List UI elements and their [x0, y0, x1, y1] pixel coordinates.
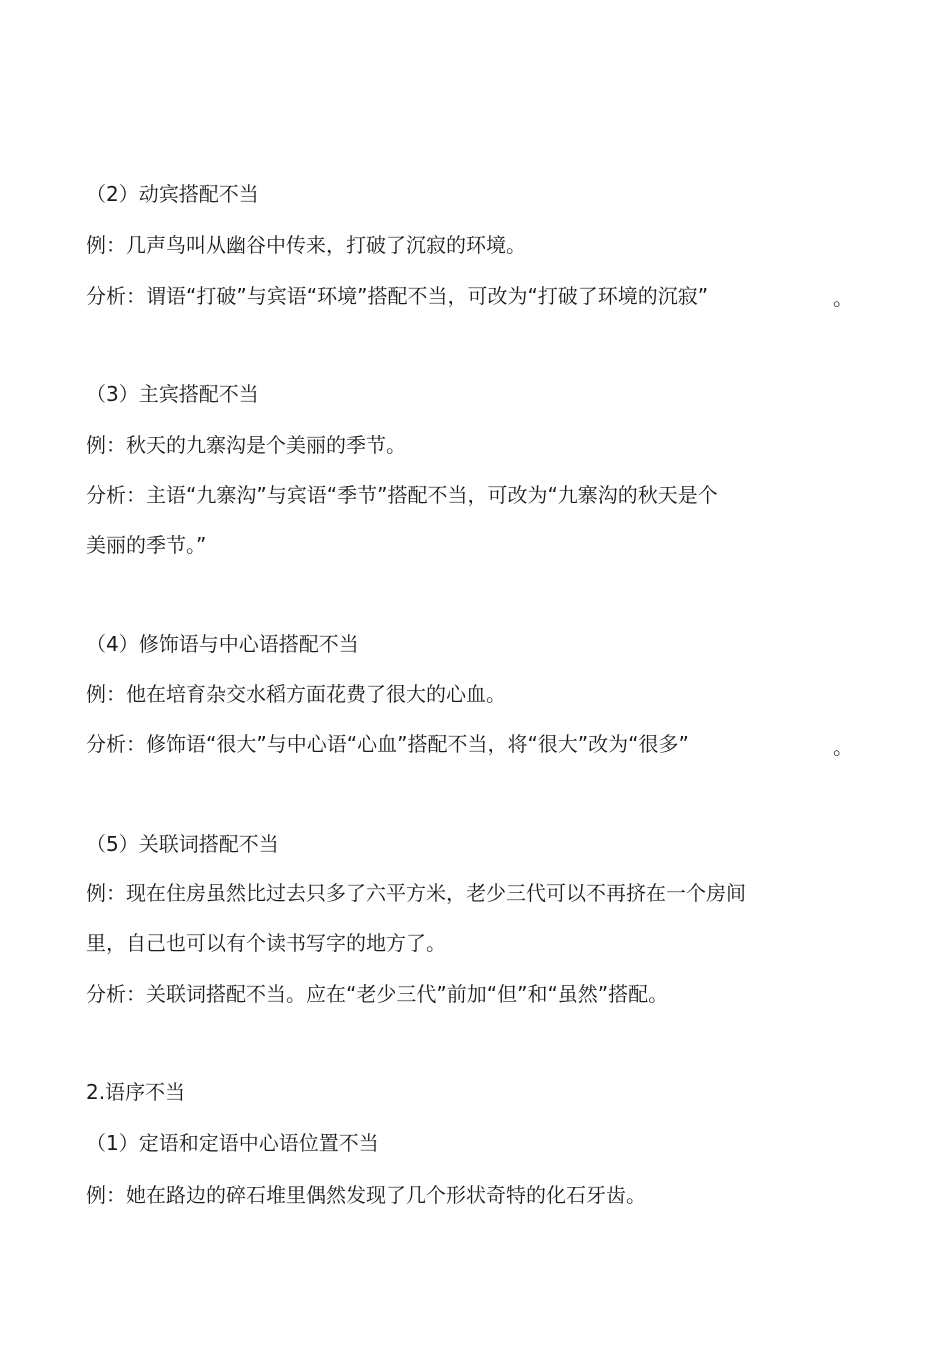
- example-line: 例：几声鸟叫从幽谷中传来，打破了沉寂的环境。: [86, 233, 526, 257]
- analysis-line: 分析：修饰语“很大”与中心语“心血”搭配不当，将“很大”改为“很多”: [86, 732, 689, 756]
- analysis-line: 分析：主语“九寨沟”与宾语“季节”搭配不当，可改为“九寨沟的秋天是个: [86, 483, 718, 507]
- analysis-line-continued: 美丽的季节。”: [86, 533, 207, 557]
- example-line: 例：她在路边的碎石堆里偶然发现了几个形状奇特的化石牙齿。: [86, 1183, 646, 1207]
- section-heading-conjunction: （5）关联词搭配不当: [86, 832, 279, 856]
- example-line: 例：秋天的九寨沟是个美丽的季节。: [86, 433, 406, 457]
- example-line: 例：现在住房虽然比过去只多了六平方米，老少三代可以不再挤在一个房间: [86, 881, 746, 905]
- section-heading-modifier: （4）修饰语与中心语搭配不当: [86, 632, 359, 656]
- section-heading-verb-object: （2）动宾搭配不当: [86, 182, 259, 206]
- example-line: 例：他在培育杂交水稻方面花费了很大的心血。: [86, 682, 506, 706]
- analysis-line: 分析：谓语“打破”与宾语“环境”搭配不当，可改为“打破了环境的沉寂”: [86, 284, 709, 308]
- trailing-period: 。: [833, 735, 853, 759]
- section-heading-subject-object: （3）主宾搭配不当: [86, 382, 259, 406]
- example-line-continued: 里，自己也可以有个读书写字的地方了。: [86, 931, 446, 955]
- section-heading-word-order: 2.语序不当: [86, 1080, 186, 1104]
- trailing-period: 。: [833, 286, 853, 310]
- subsection-heading: （1）定语和定语中心语位置不当: [86, 1131, 379, 1155]
- analysis-line: 分析：关联词搭配不当。应在“老少三代”前加“但”和“虽然”搭配。: [86, 982, 669, 1006]
